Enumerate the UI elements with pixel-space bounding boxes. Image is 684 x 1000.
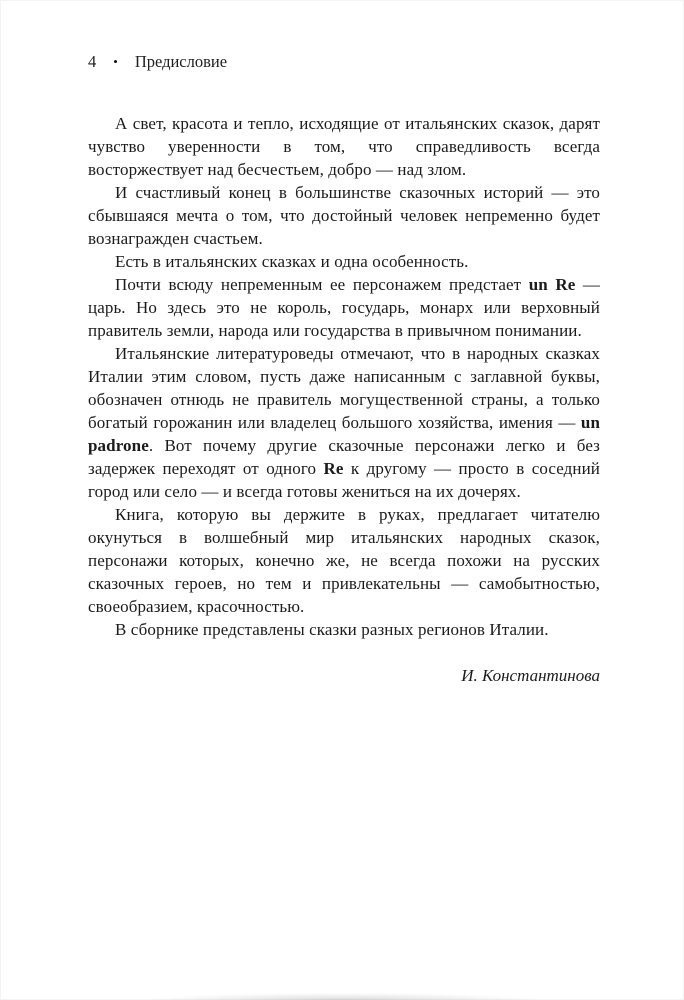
chapter-title: Предисловие	[134, 52, 228, 71]
page-body-text	[88, 112, 600, 641]
paragraph	[88, 273, 600, 342]
paragraph	[88, 342, 600, 503]
paragraph	[88, 250, 600, 273]
text-segment: Есть в итальянских сказках и одна особенность.	[115, 252, 469, 271]
text-segment: — царь. Но здесь это не король, государь, монарх или верховный правитель земли, народа или государства в привычном понимании.	[88, 275, 601, 340]
bold-term: Re	[323, 459, 344, 478]
page-header	[88, 52, 600, 72]
paragraph	[88, 503, 600, 618]
paragraph	[88, 181, 600, 250]
text-segment: к другому — просто в соседний город или село — и всегда готовы жениться на их дочерях.	[88, 459, 601, 501]
bold-term: un padrone	[88, 413, 600, 455]
bold-term: un Re	[528, 275, 576, 294]
text-segment: А свет, красота и тепло, исходящие от итальянских сказок, дарят чувство уверенности в том, что справедливость всегда восторжествует над бесчестьем, добро — над злом.	[88, 114, 600, 179]
text-segment: Почти всюду непременным ее персонажем предстает	[115, 275, 529, 294]
text-segment: . Вот почему другие сказочные персонажи легко и без задержек переходят от одного	[88, 436, 600, 478]
paragraph	[88, 112, 600, 181]
page-edge-shadow	[150, 993, 533, 1000]
bullet-separator-icon: •	[113, 54, 118, 69]
page-number: 4	[88, 52, 97, 71]
text-segment: И счастливый конец в большинстве сказочных историй — это сбывшаяся мечта о том, что достойный человек непременно будет вознагражден счастьем.	[88, 183, 600, 248]
text-segment: Итальянские литературоведы отмечают, что в народных сказках Италии этим словом, пусть даже написанным с заглавной буквы, обозначен отнюдь не правитель могущественной страны, а только богатый горожанин или владелец большого хозяйства, имения —	[88, 344, 600, 432]
author-signature: И. Константинова	[461, 666, 600, 685]
paragraph	[88, 618, 600, 641]
text-segment: В сборнике представлены сказки разных регионов Италии.	[115, 620, 549, 639]
text-segment: Книга, которую вы держите в руках, предлагает читателю окунуться в волшебный мир итальянских народных сказок, персонажи которых, конечно же, не всегда похожи на русских сказочных героев, но тем и привлекательны — самобытностью, своеобразием, красочностью.	[88, 505, 600, 616]
